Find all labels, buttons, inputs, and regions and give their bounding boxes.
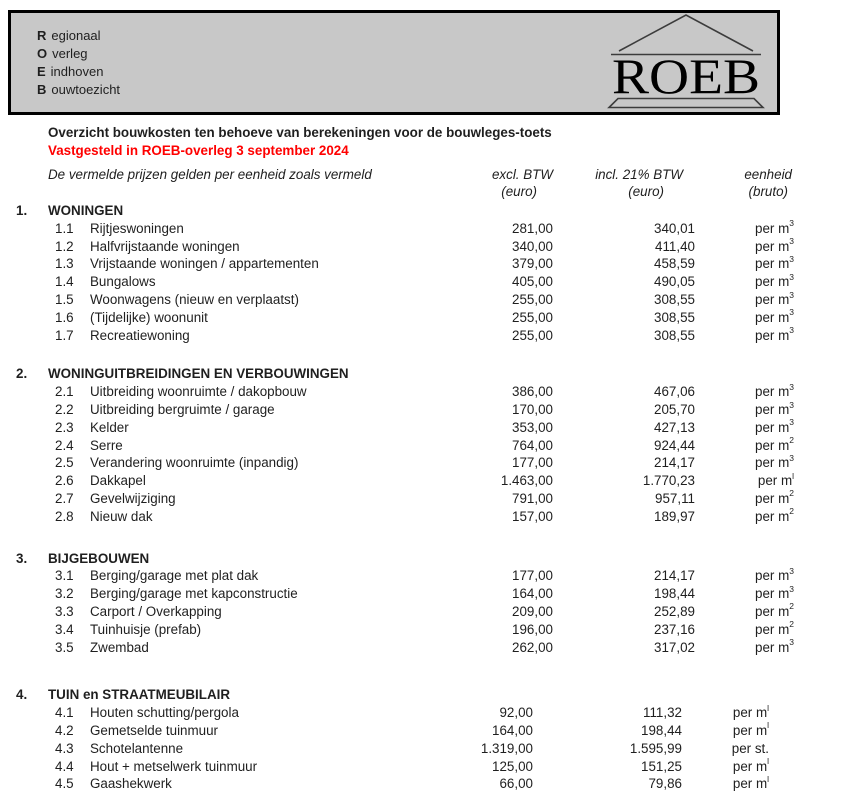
price-incl-btw: 198,44 bbox=[641, 722, 682, 738]
section-1 bbox=[0, 202, 844, 344]
unit-superscript: 3 bbox=[789, 325, 794, 336]
price-excl-btw: 177,00 bbox=[512, 455, 553, 471]
section-number: 2. bbox=[16, 366, 28, 382]
column-subheader-incl-euro: (euro) bbox=[628, 184, 664, 199]
unit-base: per m bbox=[755, 220, 790, 236]
row-number: 1.7 bbox=[55, 327, 74, 343]
price-incl-btw: 308,55 bbox=[654, 309, 695, 325]
section-header bbox=[16, 365, 800, 383]
row-unit bbox=[695, 383, 800, 401]
price-incl-btw: 427,13 bbox=[654, 419, 695, 435]
price-incl-btw: 924,44 bbox=[654, 437, 695, 453]
intro-note: De vermelde prijzen gelden per eenheid zoals vermeld bbox=[48, 167, 372, 182]
table-row bbox=[16, 291, 800, 309]
row-number: 2.2 bbox=[55, 401, 74, 417]
price-excl-btw: 255,00 bbox=[512, 327, 553, 343]
column-subheader-excl-euro: (euro) bbox=[501, 184, 537, 199]
row-number: 2.7 bbox=[55, 490, 74, 506]
row-number: 1.6 bbox=[55, 309, 74, 325]
unit-base: per m bbox=[732, 776, 768, 792]
row-description: Verandering woonruimte (inpandig) bbox=[90, 455, 299, 471]
table-row bbox=[16, 327, 800, 345]
roeb-header-box bbox=[8, 10, 780, 115]
price-excl-btw: 157,00 bbox=[512, 508, 553, 524]
table-row bbox=[16, 255, 800, 273]
row-description: Nieuw dak bbox=[90, 508, 153, 524]
row-number: 1.3 bbox=[55, 256, 74, 272]
unit-base: per m bbox=[755, 621, 790, 637]
price-excl-btw: 170,00 bbox=[512, 401, 553, 417]
unit-base: per m bbox=[757, 473, 793, 489]
row-unit bbox=[695, 327, 800, 345]
row-description: Halfvrijstaande woningen bbox=[90, 238, 240, 254]
price-incl-btw: 458,59 bbox=[654, 256, 695, 272]
row-description: Vrijstaande woningen / appartementen bbox=[90, 256, 319, 272]
row-unit bbox=[695, 472, 800, 490]
row-unit bbox=[695, 401, 800, 419]
price-excl-btw: 125,00 bbox=[492, 758, 533, 774]
price-incl-btw: 308,55 bbox=[654, 291, 695, 307]
table-row bbox=[16, 722, 800, 740]
page-title: Overzicht bouwkosten ten behoeve van berekeningen voor de bouwleges-toets bbox=[48, 125, 552, 140]
acronym-initial: R bbox=[37, 27, 47, 43]
row-unit bbox=[695, 585, 800, 603]
unit-base: per m bbox=[755, 401, 790, 417]
row-unit bbox=[695, 775, 800, 793]
row-description: Gemetselde tuinmuur bbox=[90, 722, 219, 738]
unit-superscript: 2 bbox=[789, 506, 794, 517]
document-page bbox=[0, 10, 844, 793]
row-number: 2.5 bbox=[55, 455, 74, 471]
column-header-row-1 bbox=[16, 166, 800, 183]
acronym-line bbox=[37, 45, 120, 63]
table-row bbox=[16, 309, 800, 327]
row-unit bbox=[695, 437, 800, 455]
acronym-initial: O bbox=[37, 45, 48, 61]
table-row bbox=[16, 383, 800, 401]
unit-superscript: 3 bbox=[789, 452, 794, 463]
price-excl-btw: 255,00 bbox=[512, 309, 553, 325]
row-description: Gaashekwerk bbox=[90, 776, 172, 792]
unit-base: per m bbox=[732, 705, 768, 721]
row-description: Bungalows bbox=[90, 274, 156, 290]
section-header bbox=[16, 686, 800, 704]
row-unit bbox=[695, 740, 800, 758]
row-unit bbox=[695, 419, 800, 437]
roeb-temple-icon bbox=[605, 11, 767, 111]
column-header-excl-btw: excl. BTW bbox=[491, 167, 553, 182]
price-incl-btw: 237,16 bbox=[654, 621, 695, 637]
column-header-incl-btw: incl. 21% BTW bbox=[595, 167, 683, 182]
unit-superscript: 3 bbox=[789, 399, 794, 410]
price-incl-btw: 79,86 bbox=[648, 776, 682, 792]
price-excl-btw: 791,00 bbox=[512, 490, 553, 506]
row-description: Woonwagens (nieuw en verplaatst) bbox=[90, 291, 299, 307]
unit-superscript: 2 bbox=[789, 435, 794, 446]
table-row bbox=[16, 220, 800, 238]
table-row bbox=[16, 639, 800, 657]
table-row bbox=[16, 775, 800, 793]
price-incl-btw: 189,97 bbox=[654, 508, 695, 524]
row-description: Houten schutting/pergola bbox=[90, 705, 239, 721]
price-excl-btw: 92,00 bbox=[499, 705, 533, 721]
unit-superscript: 3 bbox=[789, 381, 794, 392]
unit-superscript: 3 bbox=[789, 583, 794, 594]
table-row bbox=[16, 567, 800, 585]
price-excl-btw: 196,00 bbox=[512, 621, 553, 637]
unit-superscript: 2 bbox=[789, 601, 794, 612]
price-incl-btw: 467,06 bbox=[654, 384, 695, 400]
acronym-initial: E bbox=[37, 63, 46, 79]
unit-superscript: 3 bbox=[789, 271, 794, 282]
table-row bbox=[16, 704, 800, 722]
row-unit bbox=[695, 722, 800, 740]
section-3 bbox=[0, 550, 844, 657]
row-number: 1.4 bbox=[55, 274, 74, 290]
price-excl-btw: 1.463,00 bbox=[500, 473, 553, 489]
row-unit bbox=[695, 621, 800, 639]
table-row bbox=[16, 740, 800, 758]
table-row bbox=[16, 238, 800, 256]
unit-base: per m bbox=[755, 238, 790, 254]
unit-superscript: l bbox=[792, 470, 794, 481]
table-row bbox=[16, 419, 800, 437]
row-description: Uitbreiding bergruimte / garage bbox=[90, 401, 275, 417]
unit-base: per m bbox=[755, 586, 790, 602]
price-incl-btw: 340,01 bbox=[654, 220, 695, 236]
unit-superscript: 2 bbox=[789, 488, 794, 499]
unit-base: per m bbox=[755, 603, 790, 619]
column-subheader-bruto: (bruto) bbox=[748, 184, 788, 199]
row-description: Hout + metselwerk tuinmuur bbox=[90, 758, 258, 774]
price-incl-btw: 214,17 bbox=[654, 455, 695, 471]
unit-base: per m bbox=[755, 327, 790, 343]
unit-superscript: 3 bbox=[789, 417, 794, 428]
price-excl-btw: 66,00 bbox=[499, 776, 533, 792]
row-number: 3.1 bbox=[55, 568, 74, 584]
table-row bbox=[16, 454, 800, 472]
row-unit bbox=[695, 567, 800, 585]
row-number: 3.5 bbox=[55, 639, 74, 655]
roeb-logo bbox=[605, 11, 767, 114]
price-excl-btw: 177,00 bbox=[512, 568, 553, 584]
row-description: Uitbreiding woonruimte / dakopbouw bbox=[90, 384, 307, 400]
price-excl-btw: 164,00 bbox=[492, 722, 533, 738]
price-incl-btw: 205,70 bbox=[654, 401, 695, 417]
row-number: 2.4 bbox=[55, 437, 74, 453]
price-incl-btw: 111,32 bbox=[643, 705, 682, 721]
table-row bbox=[16, 508, 800, 526]
unit-base: per m bbox=[755, 309, 790, 325]
unit-base: per st. bbox=[731, 740, 769, 756]
unit-base: per m bbox=[755, 291, 790, 307]
row-description: Zwembad bbox=[90, 639, 149, 655]
acronym-rest: indhoven bbox=[50, 63, 104, 79]
section-title: BIJGEBOUWEN bbox=[48, 550, 150, 566]
unit-superscript: 3 bbox=[789, 218, 794, 229]
row-unit bbox=[695, 603, 800, 621]
unit-base: per m bbox=[755, 437, 790, 453]
row-description: Dakkapel bbox=[90, 473, 146, 489]
unit-base: per m bbox=[732, 758, 768, 774]
price-excl-btw: 209,00 bbox=[512, 603, 553, 619]
unit-base: per m bbox=[755, 639, 790, 655]
row-number: 3.4 bbox=[55, 621, 74, 637]
section-title: WONINGUITBREIDINGEN EN VERBOUWINGEN bbox=[48, 366, 349, 382]
price-incl-btw: 308,55 bbox=[654, 327, 695, 343]
row-number: 3.3 bbox=[55, 603, 74, 619]
unit-base: per m bbox=[732, 722, 768, 738]
row-number: 2.8 bbox=[55, 508, 74, 524]
unit-superscript: 3 bbox=[789, 289, 794, 300]
row-number: 4.2 bbox=[55, 722, 74, 738]
price-excl-btw: 1.319,00 bbox=[480, 740, 533, 756]
unit-superscript: 3 bbox=[789, 253, 794, 264]
row-number: 2.3 bbox=[55, 419, 74, 435]
unit-superscript: l bbox=[767, 720, 769, 731]
row-description: Berging/garage met plat dak bbox=[90, 568, 259, 584]
section-2 bbox=[0, 365, 844, 525]
row-number: 2.6 bbox=[55, 473, 74, 489]
row-unit bbox=[695, 238, 800, 256]
price-incl-btw: 411,40 bbox=[655, 238, 695, 254]
price-excl-btw: 764,00 bbox=[512, 437, 553, 453]
table-row bbox=[16, 401, 800, 419]
price-excl-btw: 405,00 bbox=[512, 274, 553, 290]
acronym-rest: verleg bbox=[52, 45, 88, 61]
row-unit bbox=[695, 255, 800, 273]
unit-superscript: 2 bbox=[789, 619, 794, 630]
price-excl-btw: 281,00 bbox=[512, 220, 553, 236]
row-unit bbox=[695, 639, 800, 657]
page-subtitle: Vastgesteld in ROEB-overleg 3 september 2024 bbox=[48, 143, 349, 158]
price-excl-btw: 340,00 bbox=[512, 238, 553, 254]
section-header bbox=[16, 202, 800, 220]
row-number: 4.4 bbox=[55, 758, 74, 774]
acronym-line bbox=[37, 81, 120, 99]
row-unit bbox=[695, 454, 800, 472]
unit-superscript: 3 bbox=[789, 637, 794, 648]
row-description: Tuinhuisje (prefab) bbox=[90, 621, 202, 637]
table-row bbox=[16, 437, 800, 455]
table-row bbox=[16, 585, 800, 603]
row-unit bbox=[695, 309, 800, 327]
roeb-logo-text: ROEB bbox=[612, 48, 760, 104]
row-description: Gevelwijziging bbox=[90, 490, 176, 506]
price-incl-btw: 214,17 bbox=[654, 568, 695, 584]
price-incl-btw: 1.770,23 bbox=[642, 473, 695, 489]
row-description: Berging/garage met kapconstructie bbox=[90, 586, 298, 602]
unit-base: per m bbox=[755, 384, 790, 400]
price-excl-btw: 164,00 bbox=[512, 586, 553, 602]
table-row bbox=[16, 603, 800, 621]
acronym-rest: ouwtoezicht bbox=[51, 81, 121, 97]
price-incl-btw: 317,02 bbox=[654, 639, 695, 655]
price-incl-btw: 151,25 bbox=[641, 758, 682, 774]
section-title: WONINGEN bbox=[48, 203, 124, 218]
price-incl-btw: 957,11 bbox=[655, 490, 695, 506]
section-number: 3. bbox=[16, 550, 28, 566]
unit-base: per m bbox=[755, 568, 790, 584]
row-description: Kelder bbox=[90, 419, 129, 435]
unit-superscript: l bbox=[767, 702, 769, 713]
roeb-acronym bbox=[11, 27, 120, 99]
row-number: 2.1 bbox=[55, 384, 74, 400]
row-number: 1.5 bbox=[55, 291, 74, 307]
row-unit bbox=[695, 273, 800, 291]
row-description: Carport / Overkapping bbox=[90, 603, 222, 619]
column-header-row-2 bbox=[16, 183, 800, 200]
acronym-line bbox=[37, 63, 120, 81]
row-unit bbox=[695, 220, 800, 238]
row-number: 1.1 bbox=[55, 220, 74, 236]
unit-superscript: 3 bbox=[789, 307, 794, 318]
unit-superscript: 3 bbox=[789, 565, 794, 576]
acronym-initial: B bbox=[37, 81, 47, 97]
row-description: Schotelantenne bbox=[90, 740, 184, 756]
row-description: Serre bbox=[90, 437, 123, 453]
price-excl-btw: 262,00 bbox=[512, 639, 553, 655]
unit-base: per m bbox=[755, 274, 790, 290]
unit-superscript: l bbox=[767, 773, 769, 784]
unit-superscript: 3 bbox=[789, 236, 794, 247]
unit-base: per m bbox=[755, 256, 790, 272]
unit-base: per m bbox=[755, 455, 790, 471]
section-header bbox=[16, 550, 800, 568]
price-excl-btw: 353,00 bbox=[512, 419, 553, 435]
unit-base: per m bbox=[755, 490, 790, 506]
row-number: 3.2 bbox=[55, 586, 74, 602]
price-incl-btw: 198,44 bbox=[654, 586, 695, 602]
section-number: 4. bbox=[16, 687, 28, 703]
unit-base: per m bbox=[755, 508, 790, 524]
row-description: (Tijdelijke) woonunit bbox=[90, 309, 208, 325]
price-excl-btw: 379,00 bbox=[512, 256, 553, 272]
price-excl-btw: 255,00 bbox=[512, 291, 553, 307]
row-number: 1.2 bbox=[55, 238, 74, 254]
row-unit bbox=[695, 758, 800, 776]
price-incl-btw: 1.595,99 bbox=[629, 740, 682, 756]
row-number: 4.5 bbox=[55, 776, 74, 792]
table-row bbox=[16, 472, 800, 490]
column-header-unit: eenheid bbox=[744, 167, 792, 182]
section-title: TUIN en STRAATMEUBILAIR bbox=[48, 687, 231, 703]
unit-base: per m bbox=[755, 419, 790, 435]
table-row bbox=[16, 758, 800, 776]
row-unit bbox=[695, 291, 800, 309]
table-row bbox=[16, 490, 800, 508]
row-number: 4.3 bbox=[55, 740, 74, 756]
table-row bbox=[16, 621, 800, 639]
section-4 bbox=[0, 686, 844, 793]
section-number: 1. bbox=[16, 203, 28, 218]
row-number: 4.1 bbox=[55, 705, 74, 721]
price-incl-btw: 252,89 bbox=[654, 603, 695, 619]
row-description: Recreatiewoning bbox=[90, 327, 190, 343]
acronym-rest: egionaal bbox=[51, 27, 101, 43]
table-row bbox=[16, 273, 800, 291]
acronym-line bbox=[37, 27, 120, 45]
row-unit bbox=[695, 490, 800, 508]
row-unit bbox=[695, 704, 800, 722]
row-unit bbox=[695, 508, 800, 526]
price-excl-btw: 386,00 bbox=[512, 384, 553, 400]
cost-table bbox=[0, 202, 844, 793]
row-description: Rijtjeswoningen bbox=[90, 220, 184, 236]
unit-superscript: l bbox=[767, 756, 769, 767]
price-incl-btw: 490,05 bbox=[654, 274, 695, 290]
